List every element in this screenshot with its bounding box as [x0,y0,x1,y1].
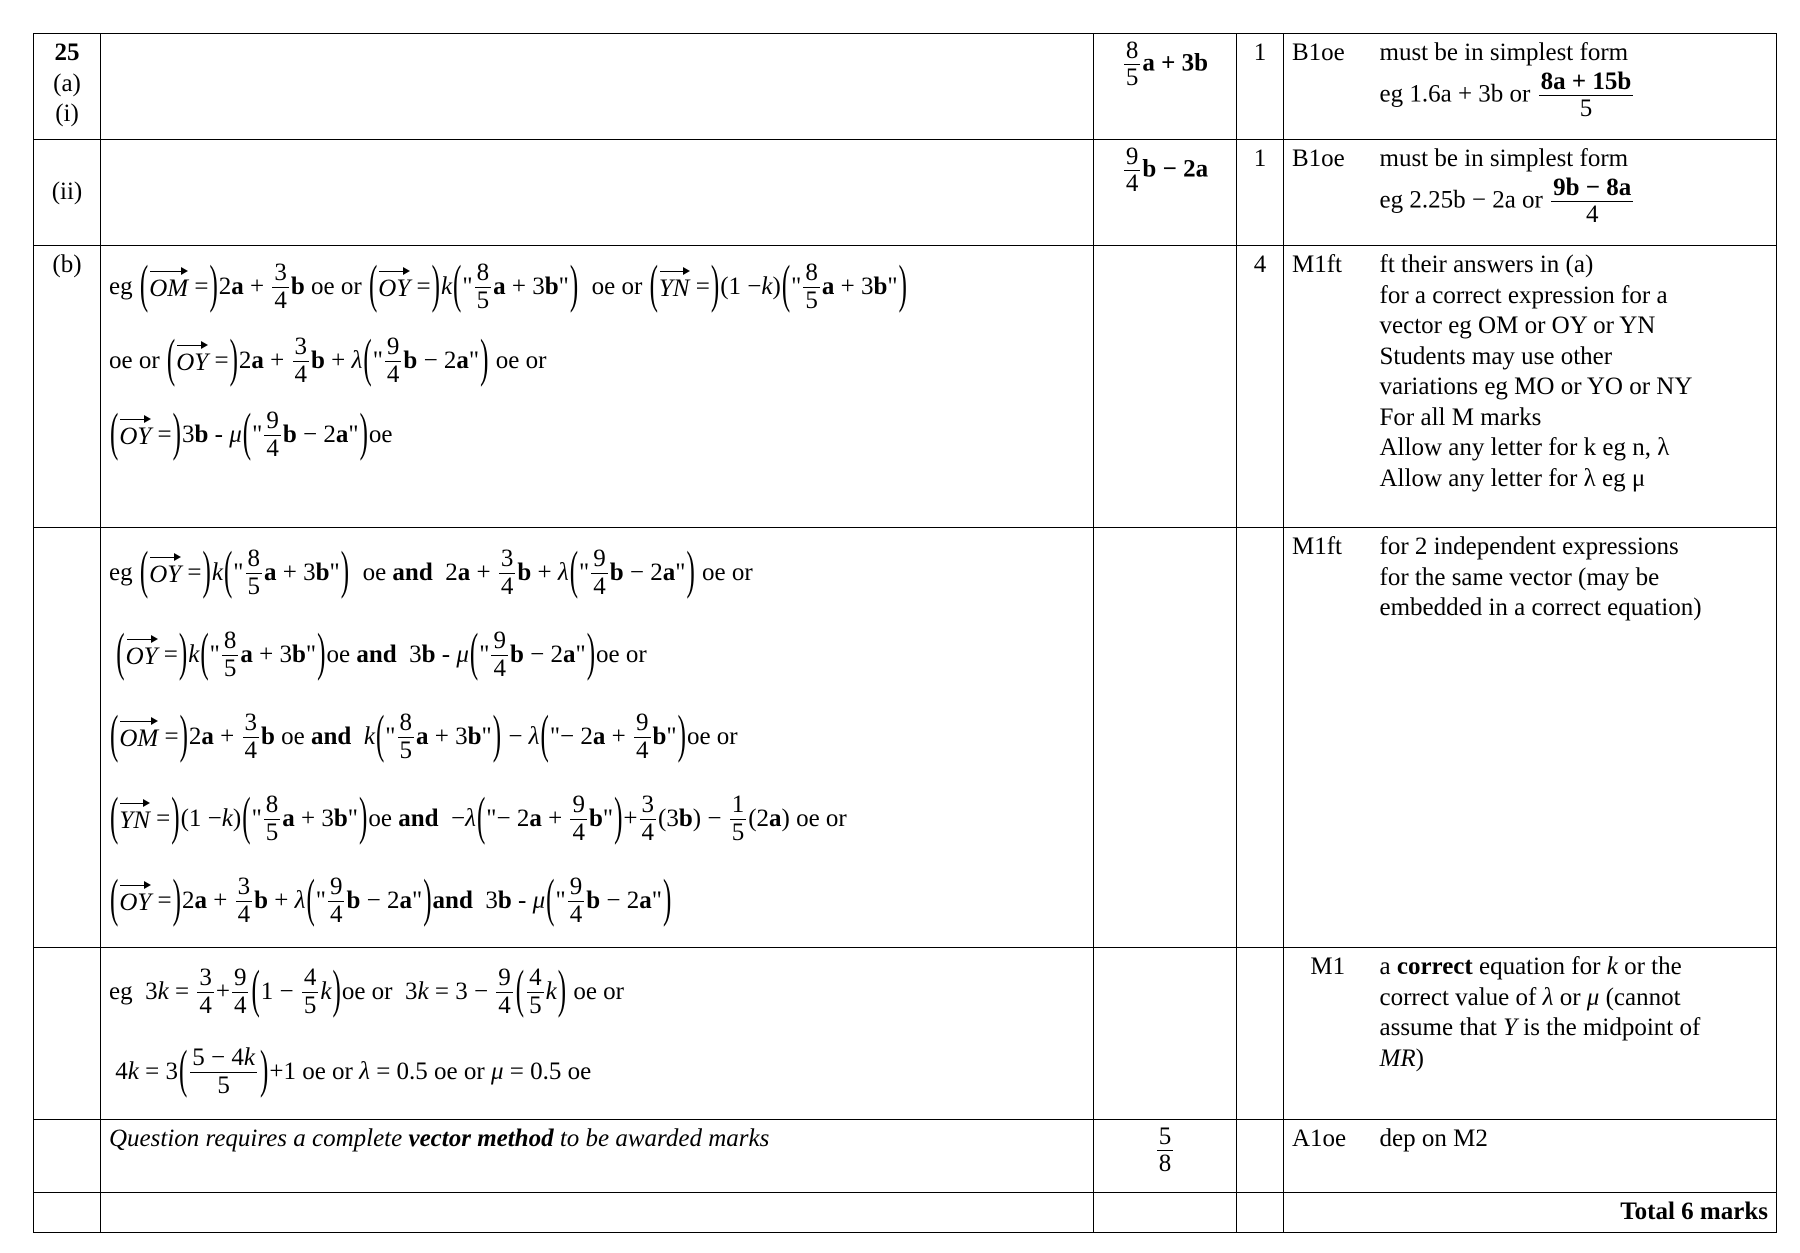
part-label-ii: (ii) [51,178,83,206]
comment-line: eg 2.25b − 2a or $\frac{9b - 8a}{4}$ [1379,173,1632,228]
mark-scheme-table [33,33,1777,1233]
comments-cell [1372,246,1777,528]
working-cell [101,140,1094,246]
answer-cell [1094,1120,1237,1193]
comment-line: must be in simplest form [1379,145,1629,172]
mark-cell: 1 [1237,34,1284,140]
comments-cell [1372,948,1777,1120]
mark-code: M1ft [1284,246,1372,528]
answer-fraction: $\frac{5}{8}$ [1158,1123,1172,1178]
comment-line: eg 1.6a + 3b or $\frac{8a + 15b}{5}$ [1379,67,1632,122]
question-number-cell [34,948,101,1120]
mark-code: M1ft [1284,528,1372,948]
comments-cell [1372,34,1777,140]
working-cell [101,1193,1094,1233]
answer-cell [1094,948,1237,1120]
mark-cell [1237,1120,1284,1193]
mark-cell: 4 [1237,246,1284,528]
comment-line: For all M marks [1379,403,1542,431]
answer-cell [1094,246,1237,528]
mark-cell [1237,1193,1284,1233]
working-cell [101,246,1094,528]
comment-line: ft their answers in (a) [1379,251,1594,278]
row-b-m2 [34,528,1777,948]
comment-line: Allow any letter for k eg n, λ [1379,434,1670,461]
comments-cell [1372,140,1777,246]
question-number-cell [34,34,101,140]
comment-line: assume that Y is the midpoint of [1379,1014,1701,1041]
comments-cell: dep on M2 [1372,1120,1777,1193]
row-a-ii [34,140,1777,246]
answer-cell [1094,34,1237,140]
question-number-cell [34,528,101,948]
comment-line: Allow any letter for λ eg μ [1379,464,1646,492]
row-b-m3 [34,948,1777,1120]
working-expression: eg ( OM = ) 2 a + $\frac{3}{4}$ b oe or ( OY = ) k ( " $\frac{8}{5}$ a + 3 b " ) oe or ( YN = ) (1 − k ) ( " $\frac{8}{5}$ a + 3 b " ) [109,257,907,314]
answer-cell [1094,140,1237,246]
comment-line: MR) [1379,1044,1424,1072]
question-number-cell [34,1120,101,1193]
method-note: Question requires a complete vector method to be awarded marks [101,1120,1094,1193]
question-number-cell [34,246,101,528]
total-marks: Total 6 marks [1284,1193,1777,1233]
comment-line: variations eg MO or YO or NY [1379,373,1693,400]
row-b-a1 [34,1120,1777,1193]
row-b-m1 [34,246,1777,528]
comment-line: correct value of λ or μ (cannot [1379,983,1681,1011]
part-label-a: (a) [53,69,81,97]
mark-cell: 1 [1237,140,1284,246]
comment-line: for 2 independent expressions [1379,533,1679,560]
answer-text: b − 2a [1142,155,1209,183]
comment-line: must be in simplest form [1379,39,1629,66]
answer-text: a + 3b [1142,49,1209,77]
comment-line: for a correct expression for a [1379,281,1668,309]
working-expression: ( OM = ) 2 a + $\frac{3}{4}$ b oe and k ( " $\frac{8}{5}$ a + 3 b " ) − λ ( "− 2 a + $\frac{9}{4}$ b " ) oe or [110,707,738,764]
working-expression: eg ( OY = ) k ( " $\frac{8}{5}$ a + 3 b " ) oe and 2 a + $\frac{3}{4}$ b + λ ( " $\frac{9}{4}$ b − 2 a " ) oe or [109,543,753,600]
answer-cell [1094,1193,1237,1233]
working-expression: ( OY = ) k ( " $\frac{8}{5}$ a + 3 b " ) oe and 3 b - μ ( " $\frac{9}{4}$ b − 2 a " ) oe or [116,625,647,682]
comment-line: Students may use other [1379,342,1613,370]
comment-line: vector eg OM or OY or YN [1379,312,1656,339]
comment-line: embedded in a correct equation) [1379,594,1702,621]
working-equation: eg 3 k = $\frac{3}{4}$ + $\frac{9}{4}$ ( 1 − $\frac{4}{5}$ k ) oe or 3 k = 3 − $\frac{9}{4}$ ( $\frac{4}{5}$ k ) oe or [109,962,624,1019]
mark-cell [1237,528,1284,948]
answer-fraction: $\frac{8}{5}$ [1125,37,1139,92]
working-expression: oe or ( OY = ) 2 a + $\frac{3}{4}$ b + λ ( " $\frac{9}{4}$ b − 2 a " ) oe or [109,331,547,388]
mark-cell [1237,948,1284,1120]
comment-line: a correct equation for k or the [1379,953,1682,980]
mark-code: B1oe [1284,34,1372,140]
comments-cell [1372,528,1777,948]
working-cell [101,528,1094,948]
working-cell [101,34,1094,140]
mark-code: M1 [1284,948,1372,1120]
answer-fraction: $\frac{9}{4}$ [1125,143,1139,198]
working-expression: ( YN = ) (1 − k ) ( " $\frac{8}{5}$ a + 3 b " ) oe and − λ ( "− 2 a + $\frac{9}{4}$ b " ) + $\frac{3}{4}$ (3 b ) − $\frac{1}{5}$ (2 a ) oe or [110,789,847,846]
part-label-b: (b) [52,251,82,278]
mark-code: A1oe [1284,1120,1372,1193]
answer-cell [1094,528,1237,948]
working-expression: ( OY = ) 2 a + $\frac{3}{4}$ b + λ ( " $\frac{9}{4}$ b − 2 a " ) and 3 b - μ ( " $\frac{9}{4}$ b − 2 a " ) [110,871,672,928]
row-total [34,1193,1777,1233]
question-number-cell [34,1193,101,1233]
question-number-cell [34,140,101,246]
comment-line: for the same vector (may be [1379,563,1660,591]
mark-code: B1oe [1284,140,1372,246]
part-label-i: (i) [55,100,79,127]
working-equation: 4 k = 3 ( $\frac{5 - 4k}{5}$ ) +1 oe or λ = 0.5 oe or μ = 0.5 oe [109,1042,592,1099]
question-number: 25 [54,39,80,66]
working-expression: ( OY = ) 3 b - μ ( " $\frac{9}{4}$ b − 2 a " ) oe [110,405,393,462]
row-a-i [34,34,1777,140]
working-cell [101,948,1094,1120]
